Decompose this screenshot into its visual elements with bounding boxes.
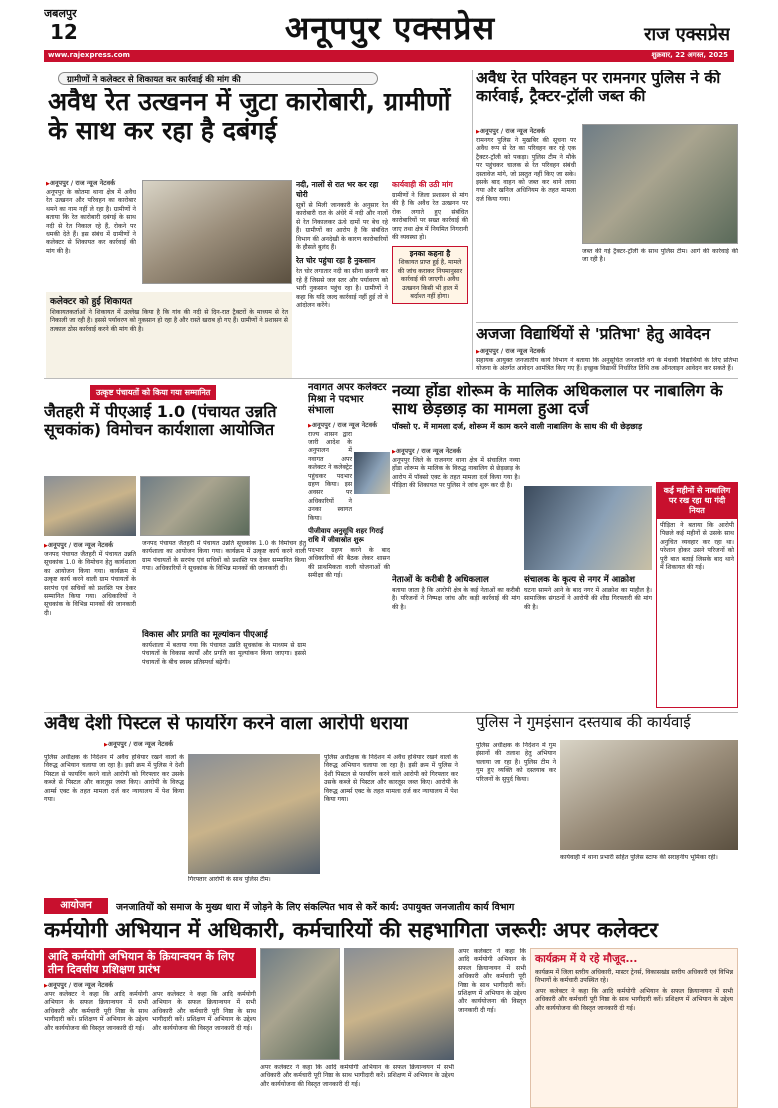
subhead-damage: रेत चोर पहुंचा रहा है नुकसान	[296, 256, 376, 266]
story-headline: अजजा विद्यार्थियों से 'प्रतिभा' हेतु आवेदन	[476, 325, 711, 343]
story-body: राज्य शासन द्वारा जारी आदेश के अनुपालन में नवागत अपर कलेक्टर ने कलेक्ट्रेट पहुंचकर पदभार ग्रहण किया। इस अवसर पर अधिकारियों ने उनका स्वागत किया।	[308, 430, 352, 522]
col-4	[458, 948, 526, 1108]
tractor-seizure-photo	[582, 124, 738, 244]
byline: ▶ अनूपपुर / राज न्यूज नेटवर्क	[392, 446, 520, 455]
story-body: पुलिस अधीक्षक के निर्देशन में गुम इंसानों की तलाश हेतु अभियान चलाया जा रहा है। पुलिस टीम ने गुम हुए व्यक्ति को दस्तयाब कर परिजनों के सुपुर्द किया।	[476, 742, 556, 783]
story-ramnagar-police	[476, 70, 738, 320]
byline: ▶ अनूपपुर / राज न्यूज नेटवर्क	[46, 178, 136, 187]
story-headline: नव्या होंडा शोरूम के मालिक अधिकलाल पर नाबालिग के साथ छेड़छाड़ का मामला हुआ दर्ज	[392, 382, 723, 419]
attendees-box	[530, 948, 738, 1108]
col-left	[46, 178, 136, 288]
training-box	[44, 948, 256, 1108]
collector-portrait	[354, 452, 390, 494]
story-body: रामनगर पुलिस ने मुखबिर की सूचना पर अवैध रूप से रेत का परिवहन कर रहे एक ट्रैक्टर-ट्रॉली को पकड़ा। पुलिस टीम ने मौके पर पहुंचकर चालक से रेत परिवहन संबंधी दस्तावेज मांगे, जो प्रस्तुत नहीं किए जा सके। इसके बाद वाहन को जब्त कर थाने लाया गया और खनिज अधिनियम के तहत मामला दर्ज किया गया।	[476, 137, 576, 203]
photo-caption: जब्त की गई ट्रैक्टर-ट्रॉली के साथ पुलिस टीम। आगे की कार्रवाई की जा रही है।	[582, 248, 738, 264]
byline: ▶ अनूपपुर / राज न्यूज नेटवर्क	[476, 346, 738, 355]
sub-complaint	[46, 292, 292, 378]
masthead	[0, 0, 778, 68]
photo-caption: गिरफ्तार आरोपी के साथ पुलिस टीम।	[188, 876, 271, 883]
award-banner: उत्कृष्ट पंचायतों को किया गया सम्मानित	[90, 385, 216, 400]
story-headline: अवैध रेत उत्खनन में जुटा कारोबारी, ग्रामीणों के साथ कर रहा है दबंगई	[48, 88, 451, 145]
action-demand-body: ग्रामीणों ने जिला प्रशासन से मांग की है कि अवैध रेत उत्खनन पर रोक लगाते हुए संबंधित कारोबारियों पर सख्त कार्रवाई की जाए तथा क्षेत्र में नियमित निगरानी की व्यवस्था हो।	[392, 192, 468, 242]
story-body: अनूपपुर जिले के राजनगर थाना क्षेत्र में संचालित नव्या होंडा शोरूम के मालिक के विरुद्ध नाबालिग से छेड़छाड़ के आरोप में पॉक्सो एक्ट के तहत मामला दर्ज किया गया है। पीड़िता की शिकायत पर पुलिस ने जांच शुरू कर दी है।	[392, 457, 520, 490]
col-middle	[296, 180, 388, 378]
story-body: सहायक आयुक्त जनजातीय कार्य विभाग ने बताया कि अनुसूचित जनजाति वर्ग के मेधावी विद्यार्थियों के लिए प्रतिभा योजना के अंतर्गत आवेदन आमंत्रित किए गए हैं। इच्छुक विद्यार्थी निर्धारित तिथि तक ऑनलाइन आवेदन कर सकते हैं।	[476, 356, 738, 373]
complaint-document-photo	[142, 180, 292, 284]
story-headline: जैतहरी में पीएआई 1.0 (पंचायत उन्नति सूचकांक) विमोचन कार्यशाला आयोजित	[44, 402, 277, 440]
attendees-body: कार्यक्रम में जिला स्तरीय अधिकारी, मास्टर ट्रेनर्स, विकासखंड स्तरीय अधिकारी एवं विभिन्न विभागों के कर्मचारी उपस्थित रहे।	[535, 969, 733, 985]
sidebar-box	[656, 482, 738, 708]
story-headline: कर्मयोगी अभियान में अधिकारी, कर्मचारियों की सहभागिता जरूरीः अपर कलेक्टर	[44, 918, 659, 942]
sidebar-heading: कई महीनों से नाबालिग पर रख रहा था गंदी नियत	[657, 483, 737, 519]
subhead-assessment: विकास और प्रगति का मूल्यांकन पीएआई	[142, 630, 268, 640]
leaders-body: बताया जाता है कि आरोपी क्षेत्र के कई नेताओं का करीबी है। परिजनों ने निष्पक्ष जांच और कड़ी कार्रवाई की मांग की है।	[392, 587, 520, 611]
arrest-photo	[188, 754, 320, 874]
divider	[44, 712, 738, 713]
subhead-collector: पीजीवाय अनुसूचि शहर गिराई राधि में जीवास्रोत शुरू	[308, 526, 384, 544]
quote-box	[392, 246, 468, 304]
story-navya-honda	[392, 382, 738, 708]
damage-body: रेत चोर लगातार नदी का सीना छलनी कर रहे हैं जिससे जल स्तर और पर्यावरण को भारी नुकसान पहुंच रहा है। ग्रामीणों ने कहा कि यदि जल्द कार्रवाई नहीं हुई तो वे आंदोलन करेंगे।	[296, 268, 388, 310]
collector-sub-body: पदभार ग्रहण करने के बाद अधिकारियों की बैठक लेकर शासन की प्राथमिकता वाली योजनाओं की समीक्षा की गई।	[308, 546, 390, 580]
page-number: 12	[50, 20, 78, 44]
story-karmayogi	[44, 898, 738, 1108]
subhead-complaint: कलेक्टर को हुई शिकायत	[50, 297, 133, 307]
issue-date: शुक्रवार, 22 अगस्त, 2025	[651, 51, 728, 59]
story-body-cont: जनपद पंचायत जैतहरी में पंचायत उन्नति सूचकांक 1.0 के विमोचन हेतु कार्यशाला का आयोजन किया गया। कार्यक्रम में उत्कृष्ट कार्य करने वाली ग्राम पंचायतों के सरपंच एवं सचिवों को प्रशस्ति पत्र देकर सम्मानित किया गया। अधिकारियों ने सूचकांक के विभिन्न मानकों की जानकारी दी।	[142, 540, 306, 573]
story-body: जनपद पंचायत जैतहरी में पंचायत उन्नति सूचकांक 1.0 के विमोचन हेतु कार्यशाला का आयोजन किया गया। कार्यक्रम में उत्कृष्ट कार्य करने वाली ग्राम पंचायतों के सरपंच एवं सचिवों को प्रशस्ति पत्र देकर सम्मानित किया गया। अधिकारियों ने सूचकांक के विभिन्न मानकों की जानकारी दी।	[44, 551, 136, 617]
story-body-cont: पुलिस अधीक्षक के निर्देशन में अवैध हथियार रखने वालों के विरुद्ध अभियान चलाया जा रहा है। इसी क्रम में पुलिस ने देशी पिस्टल से फायरिंग करने वाले आरोपी को गिरफ्तार कर उसके कब्जे से पिस्टल और कारतूस जब्त किए। आरोपी के विरुद्ध आर्म्स एक्ट के तहत मामला दर्ज कर न्यायालय में पेश किया गया।	[324, 754, 458, 804]
story-body-col4: अपर कलेक्टर ने कहा कि आदि कर्मयोगी अभियान के सफल क्रियान्वयन में सभी अधिकारी और कर्मचारी पूरी निष्ठा के साथ भागीदारी करें। प्रशिक्षण में अभियान के उद्देश्य और कार्ययोजना की विस्तृत जानकारी दी गई।	[458, 948, 526, 1014]
story-text	[392, 446, 520, 570]
story-headline: अवैध रेत परिवहन पर रामनगर पुलिस ने की कार्रवाई, ट्रैक्टर-ट्रॉली जब्त की	[476, 70, 721, 105]
attendees-heading: कार्यक्रम में ये रहे मौजूद...	[535, 953, 638, 965]
masthead-bar	[44, 50, 734, 62]
byline: ▶ अनूपपुर / राज न्यूज नेटवर्क	[44, 540, 136, 549]
subhead-leaders: नेताओं के करीबी है अधिकलाल	[392, 575, 489, 585]
section-tag: आयोजन	[44, 898, 108, 914]
photo-caption: कार्यवाही में थाना प्रभारी सहित पुलिस स्टाफ की सराहनीय भूमिका रही।	[560, 854, 718, 861]
river-theft-body: सूत्रों से मिली जानकारी के अनुसार रेत कारोबारी रात के अंधेरे में नदी और नालों से रेत निकालकर ऊंचे दामों पर बेच रहे हैं। ग्रामीणों का आरोप है कि संबंधित विभाग की अनदेखी के कारण कारोबारियों के हौसले बुलंद हैं।	[296, 202, 388, 252]
training-photo-1	[260, 948, 340, 1060]
city-label: जबलपुर	[44, 7, 77, 20]
sub-outrage	[524, 574, 652, 708]
story-body: पुलिस अधीक्षक के निर्देशन में अवैध हथियार रखने वालों के विरुद्ध अभियान चलाया जा रहा है। इसी क्रम में पुलिस ने देशी पिस्टल से फायरिंग करने वाले आरोपी को गिरफ्तार कर उसके कब्जे से पिस्टल और कारतूस जब्त किए। आरोपी के विरुद्ध आर्म्स एक्ट के तहत मामला दर्ज कर न्यायालय में पेश किया गया।	[44, 754, 184, 804]
subhead-action-demand: कार्यवाही की उठी मांग	[392, 180, 453, 189]
sub-complaint-body: शिकायतकर्ताओं ने शिकायत में उल्लेख किया है कि गांव की नदी से दिन-रात ट्रैक्टरों के माध्यम से रेत निकाली जा रही है। इससे पर्यावरण को नुकसान हो रहा है और रास्ते खराब हो गए हैं। ग्रामीणों ने प्रशासन से तत्काल ठोस कार्रवाई करने की मांग की है।	[50, 309, 288, 333]
brand-logo: राज एक्सप्रेस	[644, 24, 730, 45]
sidebar-body: पीड़िता ने बताया कि आरोपी पिछले कई महीनों से उसके साथ अनुचित व्यवहार कर रहा था। परेशान होकर उसने परिजनों को पूरी बात बताई जिसके बाद थाने में शिकायत की गई।	[660, 522, 734, 572]
assessment-body: कार्यशाला में बताया गया कि पंचायत उन्नति सूचकांक के माध्यम से ग्राम पंचायतों के विकास कार्यों और प्रगति का मूल्यांकन किया जाएगा। इससे पंचायतों के बीच स्वस्थ प्रतिस्पर्धा बढ़ेगी।	[142, 642, 306, 666]
story-subhead: पॉक्सो ए. में मामला दर्ज, शोरूम में काम करने वाली नाबालिग के साथ की थी छेड़छाड़	[392, 421, 643, 431]
byline: ▶ अनूपपुर / राज न्यूज नेटवर्क	[308, 420, 390, 429]
story-pai-workshop	[44, 380, 306, 710]
subhead-river-theft: नदी, नालों से रात भर कर रहा चोरी	[296, 180, 379, 199]
byline: ▶ अनूपपुर / राज न्यूज नेटवर्क	[476, 126, 576, 135]
workshop-photo-2	[140, 476, 250, 536]
site-url[interactable]: www.rajexpress.com	[48, 51, 130, 59]
byline: ▶ अनूपपुर / राज न्यूज नेटवर्क	[104, 739, 458, 748]
story-text-right	[142, 540, 306, 710]
sub-leaders	[392, 574, 520, 708]
story-body-cont: अपर कलेक्टर ने कहा कि आदि कर्मयोगी अभियान के सफल क्रियान्वयन में सभी अधिकारी और कर्मचारी पूरी निष्ठा के साथ भागीदारी करें। प्रशिक्षण में अभियान के उद्देश्य और कार्ययोजना की विस्तृत जानकारी दी गई।	[152, 991, 256, 1032]
col-right	[392, 180, 468, 378]
story-sand-mining	[44, 68, 470, 378]
story-body: अनूपपुर के कोतमा थाना क्षेत्र में अवैध रेत उत्खनन और परिवहन का कारोबार थमने का नाम नहीं ले रहा है। ग्रामीणों ने बताया कि रेत कारोबारी दबंगई के साथ नदी से रेत निकाल रहे हैं, रोकने पर धमकी देते हैं। इस संबंध में ग्रामीणों ने कलेक्टर से शिकायत कर कार्रवाई की मांग की है।	[46, 189, 136, 255]
divider	[472, 70, 473, 370]
attendees-body-cont: अपर कलेक्टर ने कहा कि आदि कर्मयोगी अभियान के सफल क्रियान्वयन में सभी अधिकारी और कर्मचारी पूरी निष्ठा के साथ भागीदारी करें। प्रशिक्षण में अभियान के उद्देश्य और कार्ययोजना की विस्तृत जानकारी दी गई।	[535, 987, 733, 1012]
subhead-outrage: संचालक के कृत्य से नगर में आक्रोश	[524, 575, 635, 585]
showroom-car-photo	[524, 486, 652, 570]
quote-heading: इनका कहना है	[409, 249, 451, 259]
story-kicker: ग्रामीणों ने कलेक्टर से शिकायत कर कार्रवाई की मांग की	[58, 72, 378, 85]
outrage-body: घटना सामने आने के बाद नगर में आक्रोश का माहौल है। सामाजिक संगठनों ने आरोपी की शीघ्र गिरफ्तारी की मांग की है।	[524, 587, 652, 611]
story-headline: अवैध देशी पिस्टल से फायरिंग करने वाला आरोपी धराया	[44, 714, 409, 734]
story-headline: नवागत अपर कलेक्टर मिश्रा ने पदभार संभाला	[308, 382, 387, 416]
story-body-col3: अपर कलेक्टर ने कहा कि आदि कर्मयोगी अभियान के सफल क्रियान्वयन में सभी अधिकारी और कर्मचारी पूरी निष्ठा के साथ भागीदारी करें। प्रशिक्षण में अभियान के उद्देश्य और कार्ययोजना की विस्तृत जानकारी दी गई।	[260, 1064, 454, 1088]
story-body: अपर कलेक्टर ने कहा कि आदि कर्मयोगी अभियान के सफल क्रियान्वयन में सभी अधिकारी और कर्मचारी पूरी निष्ठा के साथ भागीदारी करें। प्रशिक्षण में अभियान के उद्देश्य और कार्ययोजना की विस्तृत जानकारी दी गई।	[44, 991, 148, 1032]
training-box-heading: आदि कर्मयोगी अभियान के क्रियान्वयन के लिए तीन दिवसीय प्रशिक्षण प्रारंभ	[44, 948, 256, 978]
story-text	[476, 126, 576, 316]
story-text-left	[44, 540, 136, 710]
story-pistol-arrest	[44, 714, 458, 894]
story-missing-person	[476, 714, 738, 894]
police-station-photo	[560, 740, 738, 850]
story-new-collector	[308, 382, 390, 708]
story-pratibha	[476, 322, 738, 374]
byline: ▶ अनूपपुर / राज न्यूज नेटवर्क	[44, 980, 256, 989]
workshop-photo-1	[44, 476, 136, 536]
quote-text: शिकायत प्राप्त हुई है, मामले की जांच कराकर नियमानुसार कार्रवाई की जाएगी। अवैध उत्खनन किसी भी हाल में बर्दाश्त नहीं होगा।	[397, 259, 463, 301]
divider	[44, 378, 738, 379]
training-photo-2	[344, 948, 454, 1060]
story-strap: जनजातियों को समाज के मुख्य धारा में जोड़ने के लिए संकल्पित भाव से करें कार्य: उपायुक्त जनजातीय कार्य विभाग	[116, 902, 515, 913]
story-headline: पुलिस ने गुमइंसान दस्तयाब की कार्यवाई	[476, 714, 691, 731]
masthead-title: अनूपपुर एक्सप्रेस	[284, 9, 496, 47]
